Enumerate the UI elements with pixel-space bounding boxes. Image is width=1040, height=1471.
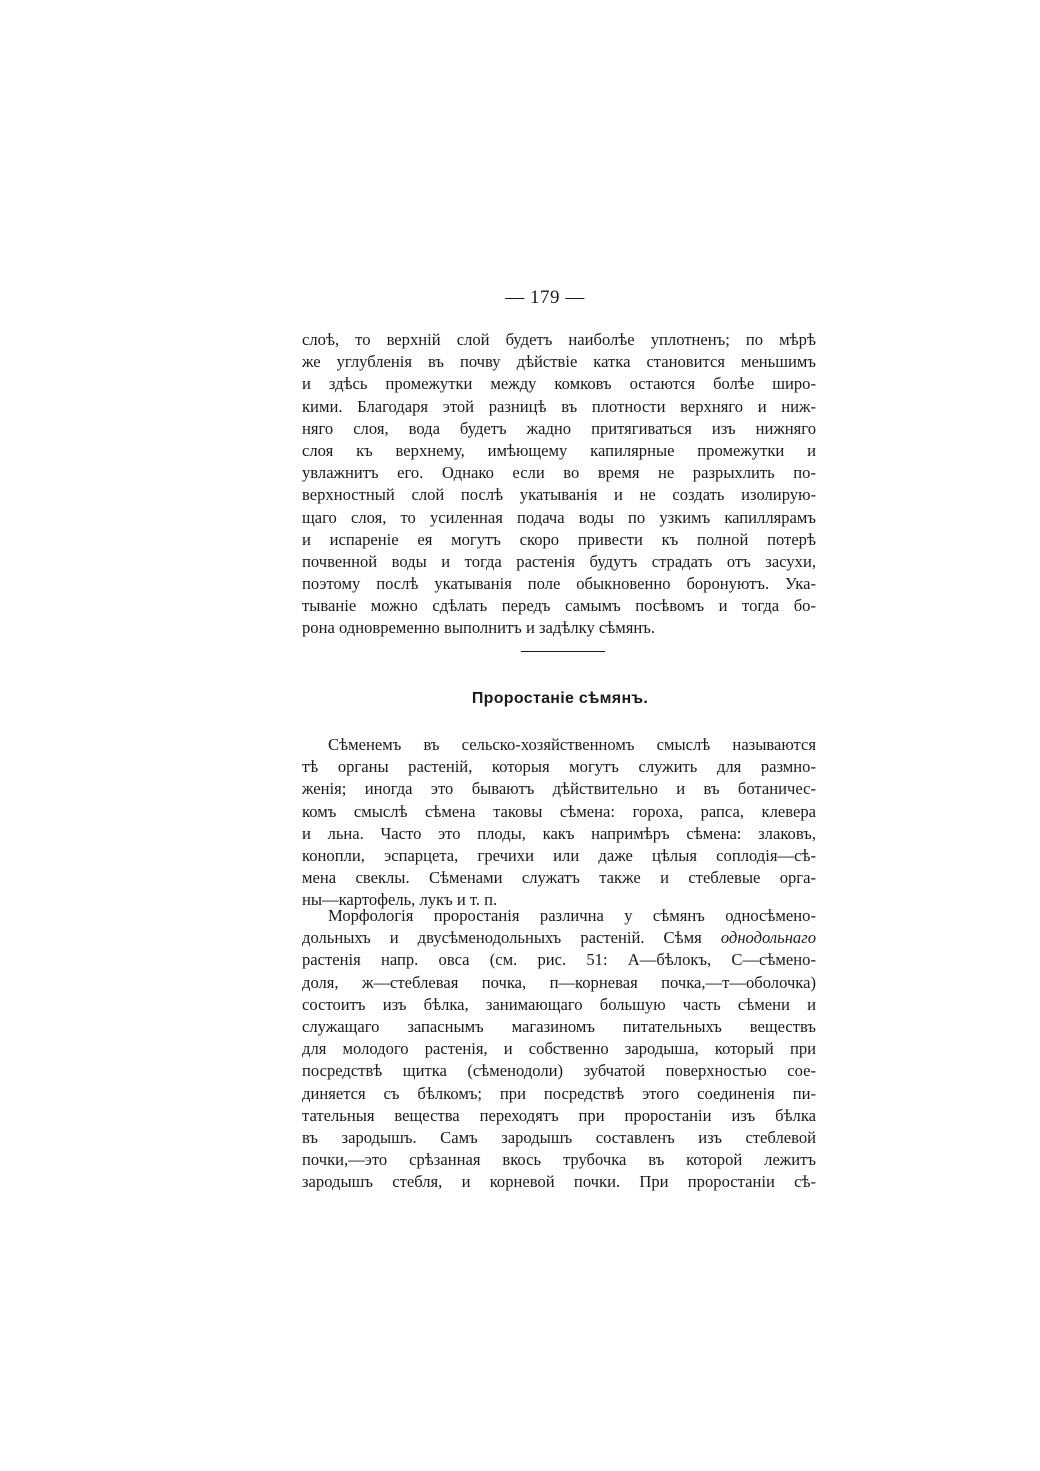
text-line: и здѣсь промежутки между комковъ остаются болѣе широ-	[302, 374, 816, 394]
text-line: и испареніе ея могутъ скоро привести къ полной потерѣ	[302, 529, 816, 549]
text-line: почвенной воды и тогда растенія будутъ страдать отъ засухи,	[302, 551, 816, 571]
text-line: въ зародышъ. Самъ зародышъ составленъ изъ стеблевой	[302, 1127, 816, 1147]
text-line: Морфологія проростанія различна у сѣмянъ односѣмено-	[328, 906, 816, 925]
text-line: увлажнитъ его. Однако если во время не разрыхлить по-	[302, 463, 816, 483]
text-line: состоитъ изъ бѣлка, занимающаго большую часть сѣмени и	[302, 994, 816, 1014]
continued-paragraph	[302, 329, 816, 640]
text-line: слоѣ, то верхній слой будетъ наиболѣе уплотненъ; по мѣрѣ	[302, 330, 816, 349]
text-line: няго слоя, вода будетъ жадно притягиваться изъ нижняго	[302, 418, 816, 438]
section-divider	[521, 651, 605, 652]
text-line: почки,—это срѣзанная вкось трубочка въ которой лежитъ	[302, 1150, 816, 1170]
text-line: щаго слоя, то усиленная подача воды по узкимъ капиллярамъ	[302, 507, 816, 527]
text-line: мена свеклы. Сѣменами служатъ также и стеблевые орга-	[302, 868, 816, 888]
text-line: растенія напр. овса (см. рис. 51: А—бѣлокъ, С—сѣмено-	[302, 950, 816, 970]
italic-term: однодольнаго	[720, 928, 816, 948]
text-line: и льна. Часто это плоды, какъ напримѣръ сѣмена: злаковъ,	[302, 823, 816, 843]
text-line: тательныя вещества переходятъ при проростаніи изъ бѣлка	[302, 1105, 816, 1125]
text-line	[302, 927, 816, 949]
paragraph-morphology	[302, 905, 816, 1193]
text-line: слоя къ верхнему, имѣющему капилярные промежутки и	[302, 440, 816, 460]
text-line: поэтому послѣ укатыванія поле обыкновенно боронуютъ. Ука-	[302, 574, 816, 594]
text-line: же углубленія въ почву дѣйствіе катка становится меньшимъ	[302, 352, 816, 372]
text-line: служащаго запаснымъ магазиномъ питательныхъ веществъ	[302, 1016, 816, 1036]
text-line: ны—картофель, лукъ и т. п.	[302, 890, 498, 910]
text-line: Сѣменемъ въ сельско-хозяйственномъ смыслѣ называются	[328, 735, 816, 754]
text-line: женія; иногда это бываютъ дѣйствительно и въ ботаничес-	[302, 779, 816, 799]
text-line: диняется съ бѣлкомъ; при посредствѣ этого соединенія пи-	[302, 1083, 816, 1103]
text-line: комъ смыслѣ сѣмена таковы сѣмена: гороха, рапса, клевера	[302, 801, 816, 821]
section-heading: Проростаніе сѣмянъ.	[471, 690, 649, 707]
text-line: рона одновременно выполнитъ и задѣлку сѣмянъ.	[302, 618, 656, 638]
text-line: посредствѣ щитка (сѣменодоли) зубчатой поверхностью сое-	[302, 1061, 816, 1081]
text-line: конопли, эспарцета, гречихи или даже цѣлыя соплодія—сѣ-	[302, 845, 816, 865]
text-line: кими. Благодаря этой разницѣ въ плотности верхняго и ниж-	[302, 396, 816, 416]
page-number: — 179 —	[505, 287, 585, 308]
text-segment: дольныхъ и двусѣменодольныхъ растеній. Сѣмя	[302, 928, 702, 948]
text-line: тѣ органы растеній, которыя могутъ служить для размно-	[302, 757, 816, 777]
text-line: зародышъ стебля, и корневой почки. При проростаніи сѣ-	[302, 1172, 816, 1192]
text-line: тываніе можно сдѣлать передъ самымъ посѣвомъ и тогда бо-	[302, 596, 816, 616]
text-line: доля, ж—стеблевая почка, п—корневая почка,—т—оболочка)	[302, 972, 816, 992]
text-line: верхностный слой послѣ укатыванія и не создать изолирую-	[302, 485, 816, 505]
paragraph-seeds-definition	[302, 734, 816, 912]
text-line: для молодого растенія, и собственно зародыша, который при	[302, 1039, 816, 1059]
